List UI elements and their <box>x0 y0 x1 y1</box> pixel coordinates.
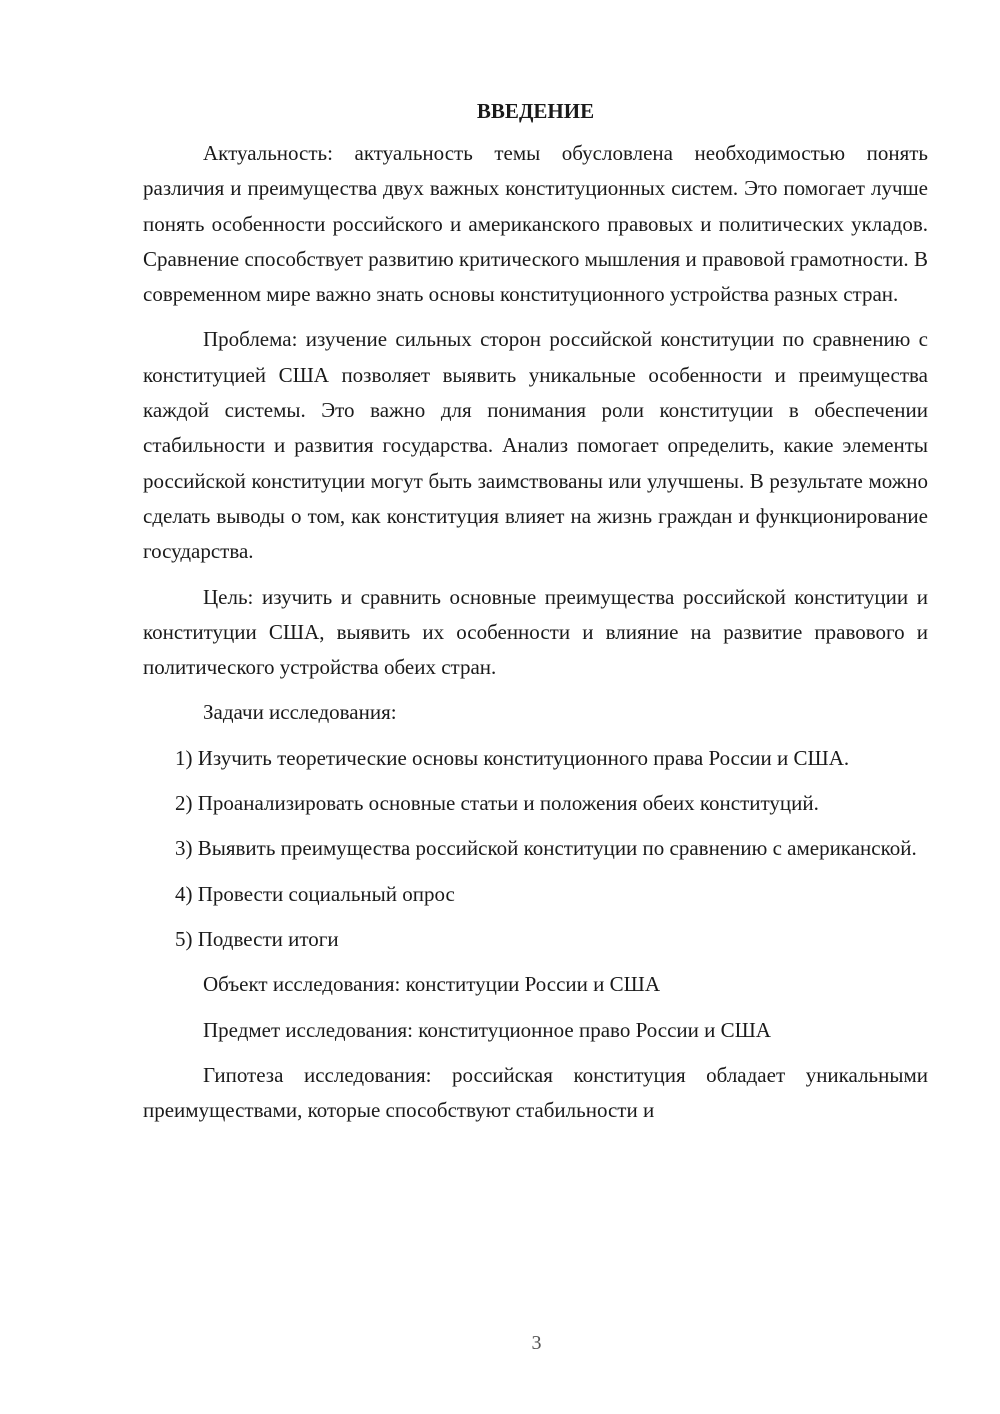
task-item-1: 1) Изучить теоретические основы конституционного права России и США. <box>175 745 850 770</box>
hypothesis-paragraph: Гипотеза исследования: российская конституция обладает уникальными преимуществами, которые способствуют стабильности и <box>143 1062 928 1123</box>
task-item-4: 4) Провести социальный опрос <box>175 881 455 906</box>
section-heading: ВВЕДЕНИЕ <box>476 99 595 123</box>
subject-paragraph: Предмет исследования: конституционное право России и США <box>203 1017 771 1042</box>
page-number: 3 <box>531 1332 542 1354</box>
page-content <box>143 96 928 1138</box>
task-item-3: 3) Выявить преимущества российской конституции по сравнению с американской. <box>175 836 917 861</box>
problem-paragraph: Проблема: изучение сильных сторон российской конституции по сравнению с конституцией США позволяет выявить уникальные особенности и преимущества каждой системы. Это важно для понимания роли конституции в обеспечении стабильности и развития государства. Анализ помогает определить, какие элементы российской конституции могут быть заимствованы или улучшены. В результате можно сделать выводы о том, как конституция влияет на жизнь граждан и функционирование государства. <box>143 327 928 564</box>
tasks-title: Задачи исследования: <box>203 700 397 725</box>
task-item-5: 5) Подвести итоги <box>175 926 339 951</box>
task-item-2: 2) Проанализировать основные статьи и положения обеих конституций. <box>175 791 819 816</box>
goal-paragraph: Цель: изучить и сравнить основные преимущества российской конституции и конституции США, выявить их особенности и влияние на развитие правового и политического устройства обеих стран. <box>143 584 928 680</box>
object-paragraph: Объект исследования: конституции России и США <box>203 972 660 997</box>
relevance-paragraph: Актуальность: актуальность темы обусловлена необходимостью понять различия и преимущества двух важных конституционных систем. Это помогает лучше понять особенности российского и американского правовых и политических укладов. Сравнение способствует развитию критического мышления и правовой грамотности. В современном мире важно знать основы конституционного устройства разных стран. <box>143 141 928 307</box>
